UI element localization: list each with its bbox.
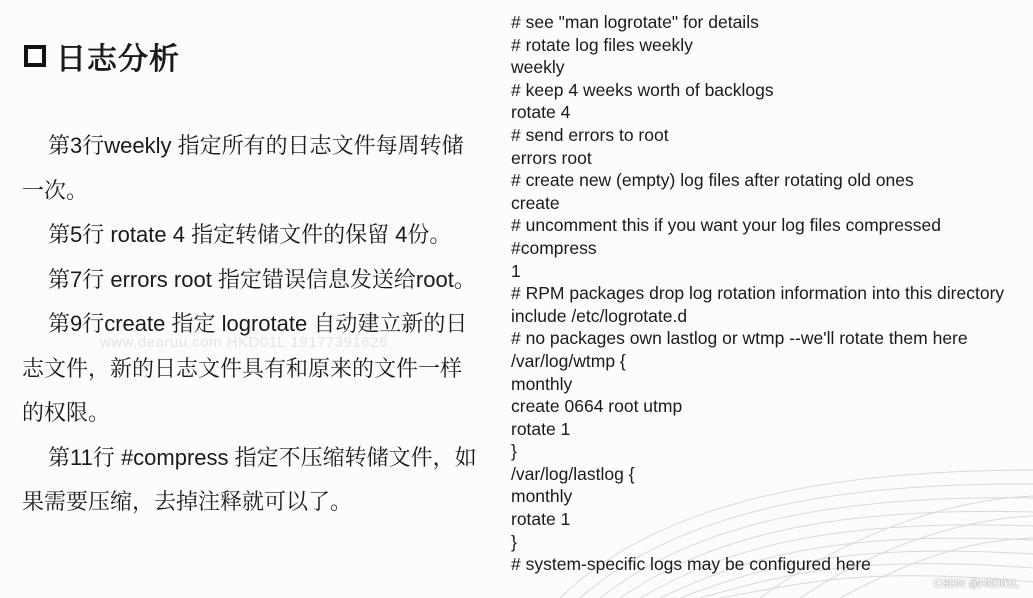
code-line: /var/log/wtmp {: [511, 350, 626, 371]
logrotate-config-listing: [511, 11, 1026, 576]
code-line: rotate 1: [511, 418, 571, 439]
code-line: 1: [511, 260, 521, 281]
code-line: # no packages own lastlog or wtmp --we'll rotate them here: [511, 328, 968, 349]
code-line: # uncomment this if you want your log files compressed: [511, 215, 941, 236]
footer-watermark: CSDN @HkD01L: [933, 578, 1019, 590]
code-line: # rotate log files weekly: [511, 34, 693, 55]
watermark: www.dearuu.com HKD01L 19177391626: [100, 334, 388, 351]
code-line: # see "man logrotate" for details: [511, 12, 759, 32]
code-line: /var/log/lastlog {: [511, 463, 635, 484]
code-line: monthly: [511, 486, 573, 507]
code-line: rotate 1: [511, 509, 571, 530]
explanation-text: [22, 124, 482, 525]
paragraph-rotate: 第5行 rotate 4 指定转储文件的保留 4份。: [48, 222, 452, 247]
code-line: # system-specific logs may be configured here: [511, 554, 871, 575]
slide-title: [24, 34, 180, 78]
code-line: # RPM packages drop log rotation information into this directory: [511, 283, 1005, 304]
code-line: monthly: [511, 373, 573, 394]
paragraph-create: 第9行create 指定 logrotate 自动建立新的日志文件，新的日志文件具有和原来的文件一样的权限。: [22, 311, 468, 425]
paragraph-errors: 第7行 errors root 指定错误信息发送给root。: [48, 266, 476, 292]
code-line: }: [511, 531, 517, 552]
paragraph-weekly: 第3行weekly 指定所有的日志文件每周转储一次。: [22, 133, 464, 203]
code-line: rotate 4: [511, 102, 571, 123]
code-line: include /etc/logrotate.d: [511, 305, 688, 326]
code-line: create 0664 root utmp: [511, 396, 683, 417]
code-line: # send errors to root: [511, 124, 669, 145]
code-line: errors root: [511, 147, 592, 168]
code-line: # keep 4 weeks worth of backlogs: [511, 79, 774, 100]
code-line: #compress: [511, 237, 597, 258]
square-bullet-icon: [24, 45, 46, 67]
code-line: weekly: [511, 57, 565, 78]
code-line: }: [511, 441, 517, 462]
slide-title-text: 日志分析: [56, 43, 180, 76]
code-line: create: [511, 192, 560, 213]
paragraph-compress: 第11行 #compress 指定不压缩转储文件，如果需要压缩，去掉注释就可以了。: [22, 444, 477, 514]
code-line: # create new (empty) log files after rotating old ones: [511, 170, 914, 191]
